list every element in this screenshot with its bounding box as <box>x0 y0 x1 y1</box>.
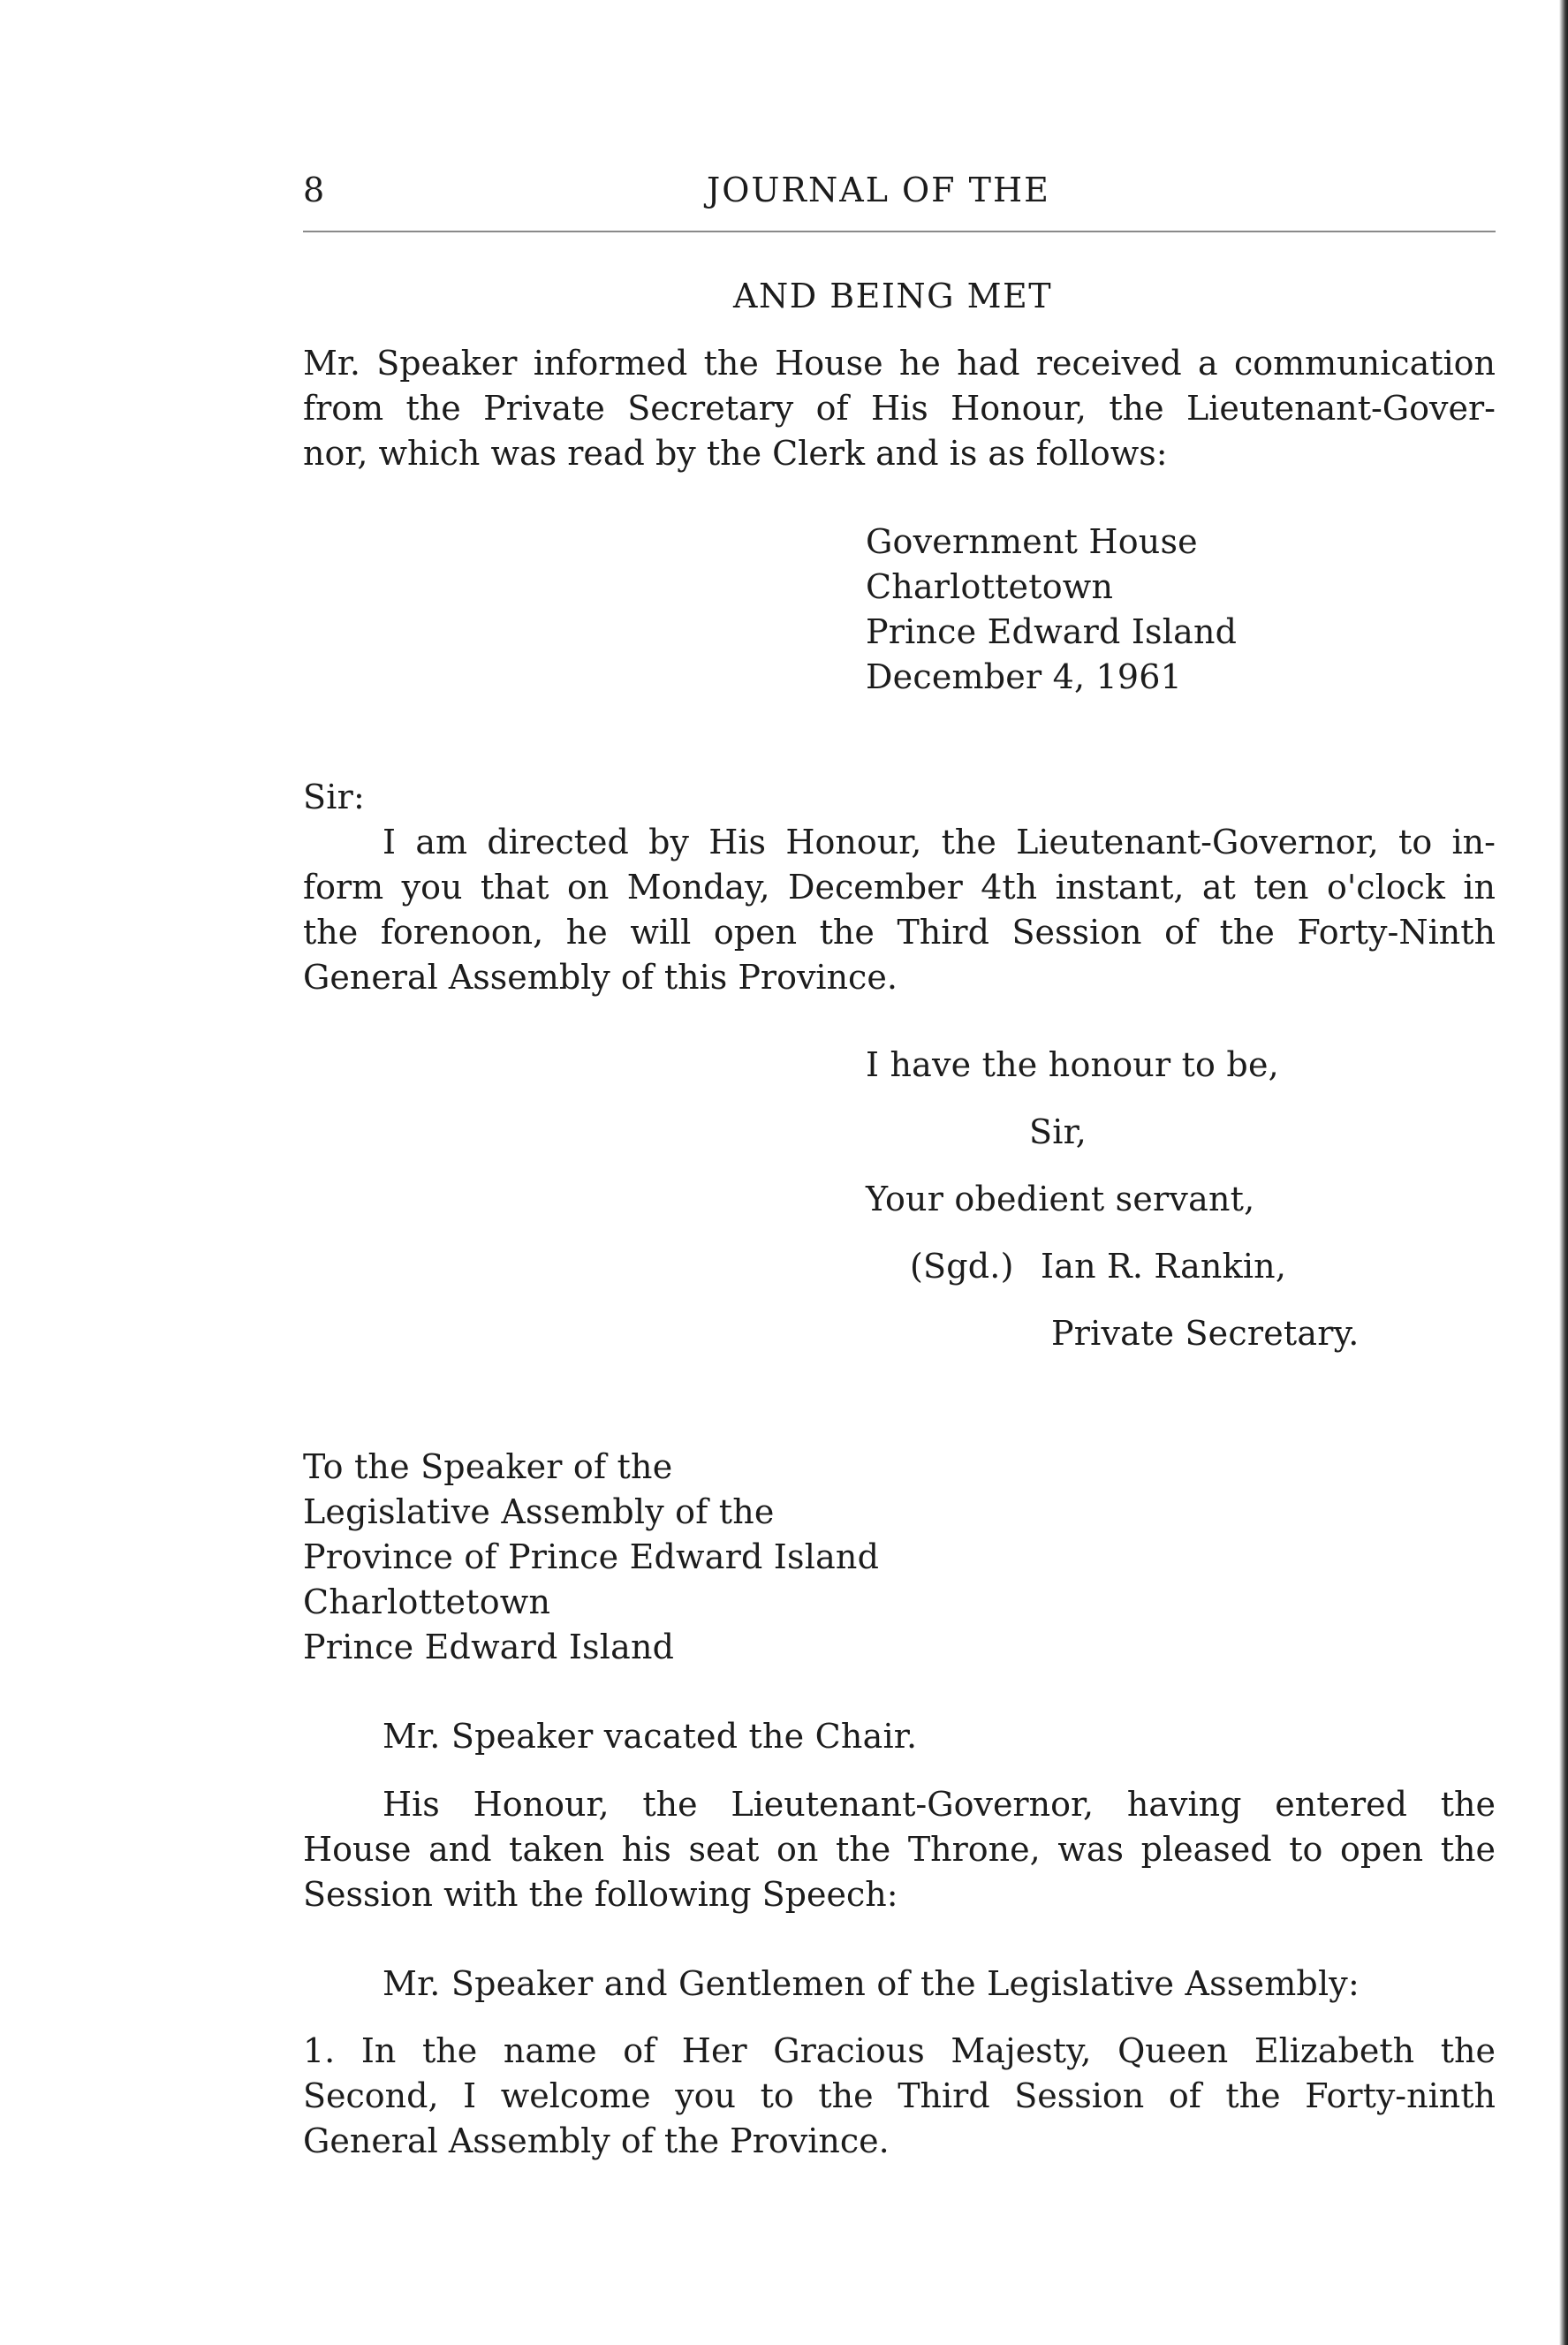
letter-address <box>866 520 1237 700</box>
recipient-line: Legislative Assembly of the <box>303 1492 775 1531</box>
address-line: Government House <box>866 522 1198 561</box>
intro-paragraph <box>303 341 1496 476</box>
signature-name: Ian R. Rankin, <box>1041 1247 1287 1286</box>
letter-body-line: General Assembly of this Province. <box>303 958 898 997</box>
speech-address: Mr. Speaker and Gentlemen of the Legislative Assembly: <box>383 1964 1360 2003</box>
recipient-line: Province of Prince Edward Island <box>303 1537 880 1576</box>
honour-line: His Honour, the Lieutenant-Governor, having entered the <box>383 1785 1496 1824</box>
address-line: Charlottetown <box>866 567 1114 606</box>
vacated-chair-line: Mr. Speaker vacated the Chair. <box>383 1717 918 1756</box>
section-heading: AND BEING MET <box>733 277 1053 315</box>
closing-line: I have the honour to be, <box>866 1045 1279 1084</box>
page-edge-shadow <box>1559 0 1568 2345</box>
closing-servant: Your obedient servant, <box>866 1180 1255 1218</box>
intro-line: nor, which was read by the Clerk and is as follows: <box>303 434 1168 473</box>
speech-line: Second, I welcome you to the Third Session of the Forty-ninth <box>303 2076 1496 2115</box>
intro-line: from the Private Secretary of His Honour, the Lieutenant-Gover- <box>303 389 1496 428</box>
recipient-line: Prince Edward Island <box>303 1628 675 1666</box>
signature-prefix: (Sgd.) <box>910 1247 1014 1286</box>
letter-salutation: Sir: <box>303 778 365 816</box>
recipient-line: Charlottetown <box>303 1582 551 1621</box>
closing-sir: Sir, <box>1029 1112 1087 1151</box>
speech-item-1 <box>303 2029 1496 2164</box>
letter-body-line: the forenoon, he will open the Third Session of the Forty-Ninth <box>303 913 1496 952</box>
speech-line: General Assembly of the Province. <box>303 2121 890 2160</box>
intro-line: Mr. Speaker informed the House he had received a communication <box>303 344 1496 383</box>
page-number: 8 <box>303 171 325 209</box>
honour-paragraph <box>303 1782 1496 1917</box>
signature-title: Private Secretary. <box>1051 1314 1360 1353</box>
letter-body-line: I am directed by His Honour, the Lieutenant-Governor, to in- <box>383 823 1496 861</box>
letter-body-line: form you that on Monday, December 4th instant, at ten o'clock in <box>303 868 1496 907</box>
honour-line: Session with the following Speech: <box>303 1875 898 1914</box>
recipient-line: To the Speaker of the <box>303 1447 673 1486</box>
letter-body <box>303 820 1496 1000</box>
header-rule <box>303 231 1496 232</box>
address-line: Prince Edward Island <box>866 612 1238 651</box>
letter-date: December 4, 1961 <box>866 657 1183 696</box>
letter-recipient <box>303 1445 879 1670</box>
running-header: JOURNAL OF THE <box>707 171 1050 209</box>
speech-line: 1. In the name of Her Gracious Majesty, Queen Elizabeth the <box>303 2031 1496 2070</box>
honour-line: House and taken his seat on the Throne, was pleased to open the <box>303 1830 1496 1869</box>
